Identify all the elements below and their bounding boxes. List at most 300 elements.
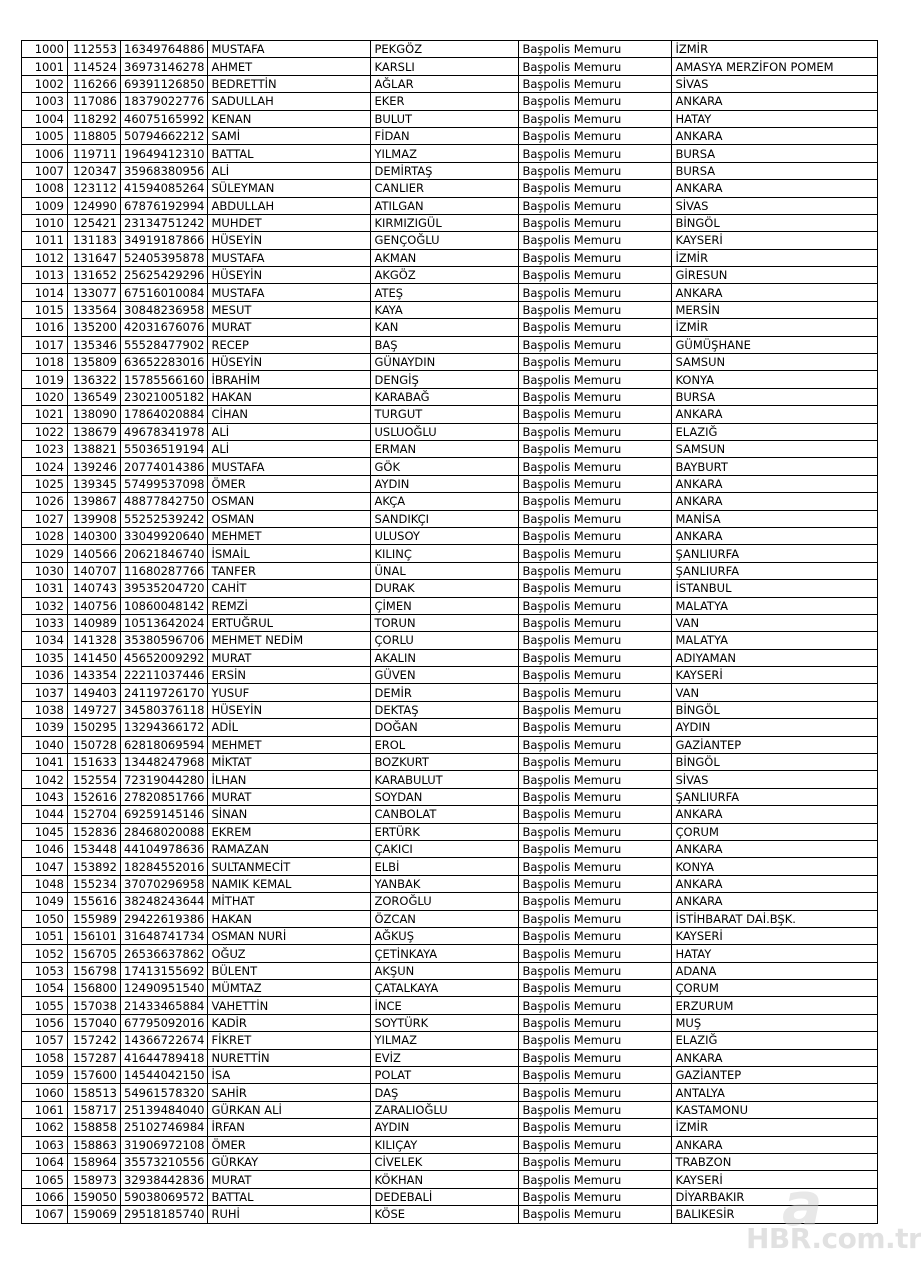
table-row	[22, 580, 878, 597]
last-name-cell: BAŞ	[371, 336, 519, 353]
rank-cell: Başpolis Memuru	[519, 423, 672, 440]
rank-cell: Başpolis Memuru	[519, 475, 672, 492]
location-cell: ŞANLIURFA	[672, 562, 878, 579]
last-name-cell: TURGUT	[371, 406, 519, 423]
first-name-cell: MUSTAFA	[208, 284, 371, 301]
location-cell: ADANA	[672, 962, 878, 979]
row-number-cell: 1043	[22, 788, 68, 805]
location-cell: ANKARA	[672, 493, 878, 510]
tc-number-cell: 17413155692	[121, 962, 208, 979]
row-number-cell: 1042	[22, 771, 68, 788]
row-number-cell: 1039	[22, 719, 68, 736]
row-number-cell: 1022	[22, 423, 68, 440]
row-number-cell: 1049	[22, 893, 68, 910]
last-name-cell: ERTÜRK	[371, 823, 519, 840]
sicil-number-cell: 117086	[68, 93, 121, 110]
tc-number-cell: 41644789418	[121, 1049, 208, 1066]
last-name-cell: PEKGÖZ	[371, 41, 519, 58]
table-row	[22, 927, 878, 944]
last-name-cell: YANBAK	[371, 875, 519, 892]
table-row	[22, 232, 878, 249]
table-row	[22, 197, 878, 214]
table-row	[22, 336, 878, 353]
first-name-cell: İRFAN	[208, 1119, 371, 1136]
table-row	[22, 58, 878, 75]
location-cell: BİNGÖL	[672, 701, 878, 718]
rank-cell: Başpolis Memuru	[519, 1119, 672, 1136]
last-name-cell: GÖK	[371, 458, 519, 475]
first-name-cell: MÜMTAZ	[208, 980, 371, 997]
row-number-cell: 1034	[22, 632, 68, 649]
last-name-cell: KARSLI	[371, 58, 519, 75]
table-row	[22, 980, 878, 997]
sicil-number-cell: 116266	[68, 75, 121, 92]
sicil-number-cell: 133564	[68, 301, 121, 318]
location-cell: MANİSA	[672, 510, 878, 527]
tc-number-cell: 35968380956	[121, 162, 208, 179]
table-row	[22, 1084, 878, 1101]
table-row	[22, 354, 878, 371]
first-name-cell: İSMAİL	[208, 545, 371, 562]
rank-cell: Başpolis Memuru	[519, 1101, 672, 1118]
sicil-number-cell: 139345	[68, 475, 121, 492]
first-name-cell: MİTHAT	[208, 893, 371, 910]
tc-number-cell: 55252539242	[121, 510, 208, 527]
first-name-cell: ALİ	[208, 162, 371, 179]
hbr-watermark	[746, 1170, 921, 1255]
sicil-number-cell: 136549	[68, 388, 121, 405]
table-row	[22, 910, 878, 927]
location-cell: BAYBURT	[672, 458, 878, 475]
rank-cell: Başpolis Memuru	[519, 510, 672, 527]
row-number-cell: 1029	[22, 545, 68, 562]
sicil-number-cell: 131652	[68, 267, 121, 284]
first-name-cell: HAKAN	[208, 910, 371, 927]
table-row	[22, 893, 878, 910]
first-name-cell: SİNAN	[208, 806, 371, 823]
table-row	[22, 180, 878, 197]
first-name-cell: BÜLENT	[208, 962, 371, 979]
location-cell: AYDIN	[672, 719, 878, 736]
row-number-cell: 1018	[22, 354, 68, 371]
table-row	[22, 736, 878, 753]
last-name-cell: FİDAN	[371, 127, 519, 144]
row-number-cell: 1054	[22, 980, 68, 997]
rank-cell: Başpolis Memuru	[519, 214, 672, 231]
last-name-cell: ÇATALKAYA	[371, 980, 519, 997]
tc-number-cell: 35380596706	[121, 632, 208, 649]
rank-cell: Başpolis Memuru	[519, 93, 672, 110]
tc-number-cell: 67795092016	[121, 1014, 208, 1031]
last-name-cell: KILINÇ	[371, 545, 519, 562]
tc-number-cell: 34919187866	[121, 232, 208, 249]
sicil-number-cell: 159069	[68, 1206, 121, 1223]
row-number-cell: 1004	[22, 110, 68, 127]
rank-cell: Başpolis Memuru	[519, 232, 672, 249]
first-name-cell: İLHAN	[208, 771, 371, 788]
location-cell: HATAY	[672, 945, 878, 962]
tc-number-cell: 25139484040	[121, 1101, 208, 1118]
table-row	[22, 667, 878, 684]
table-row	[22, 371, 878, 388]
last-name-cell: AKŞUN	[371, 962, 519, 979]
row-number-cell: 1045	[22, 823, 68, 840]
row-number-cell: 1060	[22, 1084, 68, 1101]
first-name-cell: BEDRETTİN	[208, 75, 371, 92]
last-name-cell: ULUSOY	[371, 527, 519, 544]
tc-number-cell: 41594085264	[121, 180, 208, 197]
row-number-cell: 1055	[22, 997, 68, 1014]
table-row	[22, 1067, 878, 1084]
sicil-number-cell: 141328	[68, 632, 121, 649]
tc-number-cell: 28468020088	[121, 823, 208, 840]
sicil-number-cell: 155989	[68, 910, 121, 927]
tc-number-cell: 12490951540	[121, 980, 208, 997]
first-name-cell: ERSİN	[208, 667, 371, 684]
table-row	[22, 701, 878, 718]
sicil-number-cell: 158858	[68, 1119, 121, 1136]
first-name-cell: BATTAL	[208, 145, 371, 162]
last-name-cell: AKÇA	[371, 493, 519, 510]
sicil-number-cell: 119711	[68, 145, 121, 162]
rank-cell: Başpolis Memuru	[519, 110, 672, 127]
tc-number-cell: 59038069572	[121, 1188, 208, 1205]
tc-number-cell: 11680287766	[121, 562, 208, 579]
rank-cell: Başpolis Memuru	[519, 997, 672, 1014]
first-name-cell: SULTANMECİT	[208, 858, 371, 875]
last-name-cell: DOĞAN	[371, 719, 519, 736]
last-name-cell: ATILGAN	[371, 197, 519, 214]
tc-number-cell: 34580376118	[121, 701, 208, 718]
sicil-number-cell: 158863	[68, 1136, 121, 1153]
location-cell: SAMSUN	[672, 354, 878, 371]
sicil-number-cell: 139908	[68, 510, 121, 527]
sicil-number-cell: 123112	[68, 180, 121, 197]
sicil-number-cell: 153448	[68, 840, 121, 857]
tc-number-cell: 72319044280	[121, 771, 208, 788]
last-name-cell: EKER	[371, 93, 519, 110]
tc-number-cell: 16349764886	[121, 41, 208, 58]
rank-cell: Başpolis Memuru	[519, 388, 672, 405]
location-cell: BİNGÖL	[672, 754, 878, 771]
sicil-number-cell: 140989	[68, 614, 121, 631]
tc-number-cell: 30848236958	[121, 301, 208, 318]
row-number-cell: 1000	[22, 41, 68, 58]
last-name-cell: BOZKURT	[371, 754, 519, 771]
row-number-cell: 1016	[22, 319, 68, 336]
tc-number-cell: 62818069594	[121, 736, 208, 753]
row-number-cell: 1035	[22, 649, 68, 666]
row-number-cell: 1019	[22, 371, 68, 388]
sicil-number-cell: 140756	[68, 597, 121, 614]
first-name-cell: SAHİR	[208, 1084, 371, 1101]
tc-number-cell: 37070296958	[121, 875, 208, 892]
row-number-cell: 1032	[22, 597, 68, 614]
tc-number-cell: 25625429296	[121, 267, 208, 284]
first-name-cell: MİKTAT	[208, 754, 371, 771]
location-cell: MALATYA	[672, 632, 878, 649]
location-cell: İZMİR	[672, 319, 878, 336]
first-name-cell: MUSTAFA	[208, 249, 371, 266]
table-row	[22, 145, 878, 162]
rank-cell: Başpolis Memuru	[519, 632, 672, 649]
row-number-cell: 1056	[22, 1014, 68, 1031]
table-row	[22, 962, 878, 979]
row-number-cell: 1005	[22, 127, 68, 144]
row-number-cell: 1007	[22, 162, 68, 179]
rank-cell: Başpolis Memuru	[519, 719, 672, 736]
location-cell: ANKARA	[672, 1049, 878, 1066]
location-cell: MUŞ	[672, 1014, 878, 1031]
table-row	[22, 406, 878, 423]
row-number-cell: 1067	[22, 1206, 68, 1223]
row-number-cell: 1038	[22, 701, 68, 718]
last-name-cell: KARABAĞ	[371, 388, 519, 405]
last-name-cell: SOYDAN	[371, 788, 519, 805]
first-name-cell: ÖMER	[208, 475, 371, 492]
location-cell: BURSA	[672, 145, 878, 162]
location-cell: BURSA	[672, 388, 878, 405]
last-name-cell: ELBİ	[371, 858, 519, 875]
last-name-cell: AĞLAR	[371, 75, 519, 92]
sicil-number-cell: 135809	[68, 354, 121, 371]
table-row	[22, 93, 878, 110]
last-name-cell: CİVELEK	[371, 1154, 519, 1171]
location-cell: VAN	[672, 614, 878, 631]
table-row	[22, 527, 878, 544]
last-name-cell: ÇAKICI	[371, 840, 519, 857]
location-cell: ERZURUM	[672, 997, 878, 1014]
personnel-table	[21, 40, 878, 1224]
last-name-cell: DAŞ	[371, 1084, 519, 1101]
sicil-number-cell: 157287	[68, 1049, 121, 1066]
row-number-cell: 1064	[22, 1154, 68, 1171]
first-name-cell: OSMAN	[208, 493, 371, 510]
first-name-cell: SÜLEYMAN	[208, 180, 371, 197]
first-name-cell: BATTAL	[208, 1188, 371, 1205]
sicil-number-cell: 159050	[68, 1188, 121, 1205]
location-cell: DİYARBAKIR	[672, 1188, 878, 1205]
last-name-cell: SOYTÜRK	[371, 1014, 519, 1031]
first-name-cell: İBRAHİM	[208, 371, 371, 388]
rank-cell: Başpolis Memuru	[519, 545, 672, 562]
sicil-number-cell: 156800	[68, 980, 121, 997]
sicil-number-cell: 156101	[68, 927, 121, 944]
location-cell: KAYSERİ	[672, 232, 878, 249]
table-row	[22, 1154, 878, 1171]
sicil-number-cell: 158513	[68, 1084, 121, 1101]
location-cell: ŞANLIURFA	[672, 788, 878, 805]
sicil-number-cell: 114524	[68, 58, 121, 75]
rank-cell: Başpolis Memuru	[519, 41, 672, 58]
table-row	[22, 754, 878, 771]
sicil-number-cell: 131647	[68, 249, 121, 266]
rank-cell: Başpolis Memuru	[519, 440, 672, 457]
tc-number-cell: 55528477902	[121, 336, 208, 353]
last-name-cell: KILIÇAY	[371, 1136, 519, 1153]
tc-number-cell: 26536637862	[121, 945, 208, 962]
last-name-cell: KIRMIZIGÜL	[371, 214, 519, 231]
first-name-cell: RECEP	[208, 336, 371, 353]
tc-number-cell: 45652009292	[121, 649, 208, 666]
table-row	[22, 858, 878, 875]
first-name-cell: VAHETTİN	[208, 997, 371, 1014]
location-cell: İZMİR	[672, 41, 878, 58]
rank-cell: Başpolis Memuru	[519, 910, 672, 927]
sicil-number-cell: 151633	[68, 754, 121, 771]
rank-cell: Başpolis Memuru	[519, 1136, 672, 1153]
location-cell: İZMİR	[672, 1119, 878, 1136]
tc-number-cell: 67876192994	[121, 197, 208, 214]
rank-cell: Başpolis Memuru	[519, 1171, 672, 1188]
row-number-cell: 1021	[22, 406, 68, 423]
row-number-cell: 1059	[22, 1067, 68, 1084]
rank-cell: Başpolis Memuru	[519, 962, 672, 979]
location-cell: BURSA	[672, 162, 878, 179]
row-number-cell: 1008	[22, 180, 68, 197]
first-name-cell: AHMET	[208, 58, 371, 75]
location-cell: SİVAS	[672, 771, 878, 788]
first-name-cell: HAKAN	[208, 388, 371, 405]
tc-number-cell: 36973146278	[121, 58, 208, 75]
rank-cell: Başpolis Memuru	[519, 893, 672, 910]
last-name-cell: KARABULUT	[371, 771, 519, 788]
last-name-cell: KAYA	[371, 301, 519, 318]
tc-number-cell: 39535204720	[121, 580, 208, 597]
table-body	[22, 41, 878, 1224]
sicil-number-cell: 135346	[68, 336, 121, 353]
rank-cell: Başpolis Memuru	[519, 1014, 672, 1031]
tc-number-cell: 69259145146	[121, 806, 208, 823]
location-cell: ANKARA	[672, 893, 878, 910]
row-number-cell: 1031	[22, 580, 68, 597]
rank-cell: Başpolis Memuru	[519, 162, 672, 179]
first-name-cell: ÖMER	[208, 1136, 371, 1153]
location-cell: KONYA	[672, 371, 878, 388]
table-row	[22, 301, 878, 318]
row-number-cell: 1013	[22, 267, 68, 284]
row-number-cell: 1066	[22, 1188, 68, 1205]
first-name-cell: HÜSEYİN	[208, 267, 371, 284]
table-row	[22, 110, 878, 127]
first-name-cell: REMZİ	[208, 597, 371, 614]
last-name-cell: DURAK	[371, 580, 519, 597]
last-name-cell: KÖKHAN	[371, 1171, 519, 1188]
sicil-number-cell: 156705	[68, 945, 121, 962]
first-name-cell: ALİ	[208, 423, 371, 440]
first-name-cell: MURAT	[208, 649, 371, 666]
rank-cell: Başpolis Memuru	[519, 406, 672, 423]
first-name-cell: GÜRKAN ALİ	[208, 1101, 371, 1118]
sicil-number-cell: 135200	[68, 319, 121, 336]
last-name-cell: YILMAZ	[371, 1032, 519, 1049]
tc-number-cell: 29422619386	[121, 910, 208, 927]
sicil-number-cell: 156798	[68, 962, 121, 979]
rank-cell: Başpolis Memuru	[519, 458, 672, 475]
first-name-cell: KENAN	[208, 110, 371, 127]
rank-cell: Başpolis Memuru	[519, 267, 672, 284]
row-number-cell: 1011	[22, 232, 68, 249]
first-name-cell: MEHMET	[208, 527, 371, 544]
last-name-cell: ÜNAL	[371, 562, 519, 579]
sicil-number-cell: 143354	[68, 667, 121, 684]
first-name-cell: YUSUF	[208, 684, 371, 701]
row-number-cell: 1024	[22, 458, 68, 475]
first-name-cell: CAHİT	[208, 580, 371, 597]
first-name-cell: MEHMET NEDİM	[208, 632, 371, 649]
tc-number-cell: 49678341978	[121, 423, 208, 440]
table-row	[22, 319, 878, 336]
rank-cell: Başpolis Memuru	[519, 197, 672, 214]
sicil-number-cell: 140300	[68, 527, 121, 544]
row-number-cell: 1061	[22, 1101, 68, 1118]
last-name-cell: İNCE	[371, 997, 519, 1014]
location-cell: KAYSERİ	[672, 1171, 878, 1188]
first-name-cell: RAMAZAN	[208, 840, 371, 857]
rank-cell: Başpolis Memuru	[519, 1032, 672, 1049]
table-row	[22, 493, 878, 510]
rank-cell: Başpolis Memuru	[519, 840, 672, 857]
table-row	[22, 1119, 878, 1136]
last-name-cell: EVİZ	[371, 1049, 519, 1066]
row-number-cell: 1025	[22, 475, 68, 492]
row-number-cell: 1028	[22, 527, 68, 544]
rank-cell: Başpolis Memuru	[519, 580, 672, 597]
rank-cell: Başpolis Memuru	[519, 754, 672, 771]
location-cell: SİVAS	[672, 197, 878, 214]
table-row	[22, 284, 878, 301]
table-row	[22, 614, 878, 631]
sicil-number-cell: 158964	[68, 1154, 121, 1171]
rank-cell: Başpolis Memuru	[519, 1067, 672, 1084]
tc-number-cell: 24119726170	[121, 684, 208, 701]
row-number-cell: 1003	[22, 93, 68, 110]
rank-cell: Başpolis Memuru	[519, 1049, 672, 1066]
location-cell: ÇORUM	[672, 980, 878, 997]
last-name-cell: TORUN	[371, 614, 519, 631]
last-name-cell: ÇİMEN	[371, 597, 519, 614]
tc-number-cell: 54961578320	[121, 1084, 208, 1101]
tc-number-cell: 14544042150	[121, 1067, 208, 1084]
location-cell: İSTİHBARAT DAİ.BŞK.	[672, 910, 878, 927]
tc-number-cell: 27820851766	[121, 788, 208, 805]
location-cell: VAN	[672, 684, 878, 701]
tc-number-cell: 31906972108	[121, 1136, 208, 1153]
rank-cell: Başpolis Memuru	[519, 927, 672, 944]
last-name-cell: USLUOĞLU	[371, 423, 519, 440]
table-row	[22, 806, 878, 823]
row-number-cell: 1023	[22, 440, 68, 457]
tc-number-cell: 19649412310	[121, 145, 208, 162]
rank-cell: Başpolis Memuru	[519, 875, 672, 892]
last-name-cell: BULUT	[371, 110, 519, 127]
tc-number-cell: 33049920640	[121, 527, 208, 544]
last-name-cell: KÖSE	[371, 1206, 519, 1223]
rank-cell: Başpolis Memuru	[519, 649, 672, 666]
tc-number-cell: 14366722674	[121, 1032, 208, 1049]
sicil-number-cell: 152836	[68, 823, 121, 840]
row-number-cell: 1030	[22, 562, 68, 579]
table-row	[22, 684, 878, 701]
rank-cell: Başpolis Memuru	[519, 858, 672, 875]
sicil-number-cell: 155234	[68, 875, 121, 892]
location-cell: SİVAS	[672, 75, 878, 92]
sicil-number-cell: 140707	[68, 562, 121, 579]
location-cell: KONYA	[672, 858, 878, 875]
last-name-cell: GÜVEN	[371, 667, 519, 684]
tc-number-cell: 25102746984	[121, 1119, 208, 1136]
last-name-cell: ZOROĞLU	[371, 893, 519, 910]
